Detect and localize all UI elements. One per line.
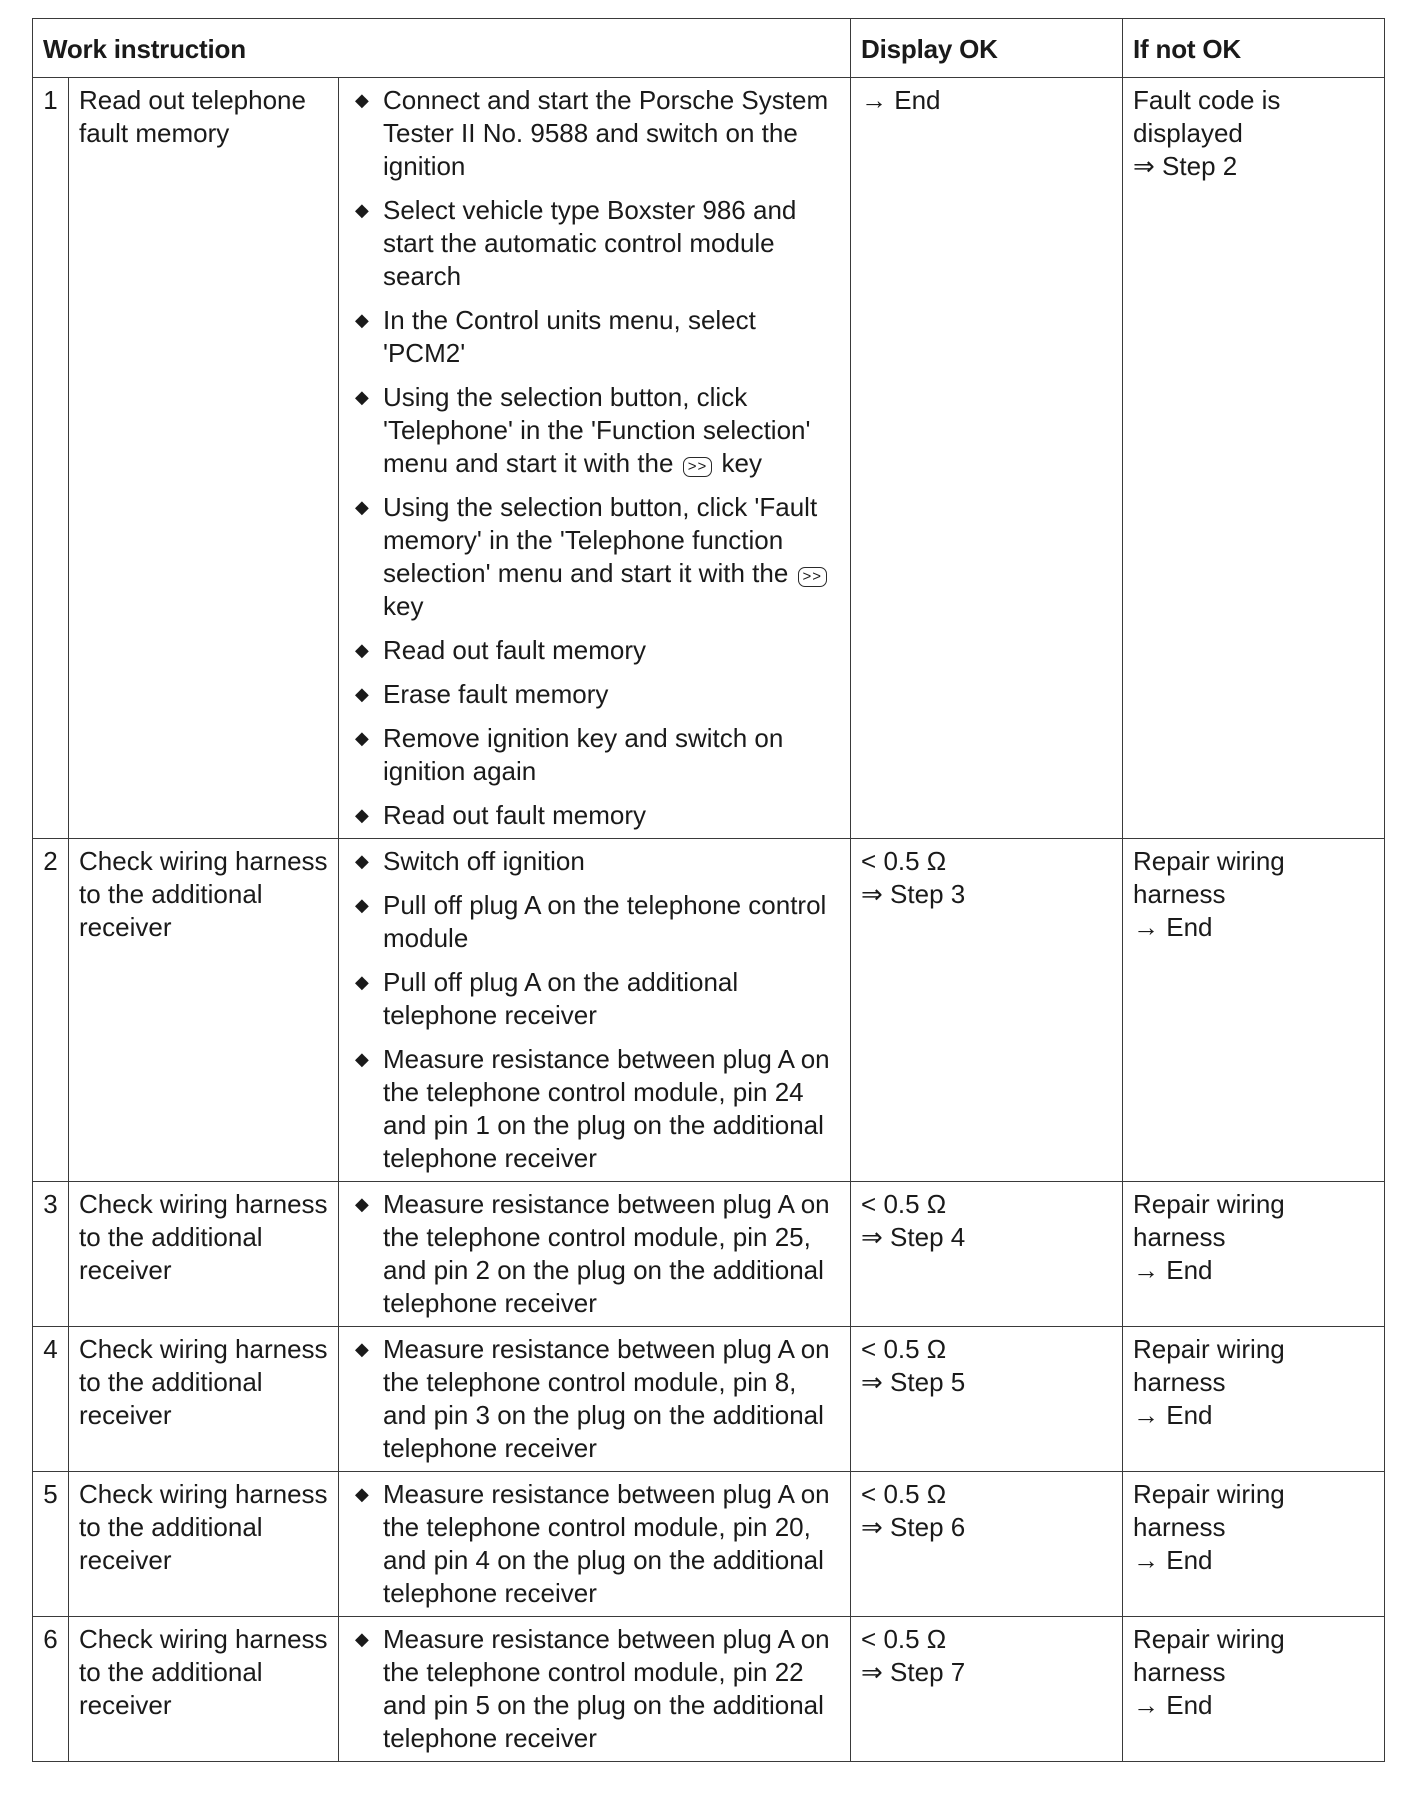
display-ok-text: < 0.5 Ω	[861, 1334, 947, 1364]
display-ok-text: → End	[861, 85, 941, 115]
instruction-text: Connect and start the Porsche System Tester II No. 9588 and switch on the ignition	[383, 85, 829, 181]
diamond-bullet-icon: ◆	[355, 805, 369, 825]
if-not-ok-text: Repair wiring harness	[1133, 1479, 1285, 1542]
list-item	[347, 678, 844, 711]
display-ok-text: ⇒ Step 6	[861, 1512, 966, 1542]
diamond-bullet-icon: ◆	[355, 310, 369, 330]
if-not-ok-text: → End	[1133, 1400, 1213, 1430]
list-item	[347, 1478, 844, 1610]
diamond-bullet-icon: ◆	[355, 972, 369, 992]
diamond-bullet-icon: ◆	[355, 200, 369, 220]
table-row	[33, 1327, 1385, 1472]
table-row	[33, 1617, 1385, 1762]
header-work-instruction: Work instruction	[33, 19, 851, 78]
diamond-bullet-icon: ◆	[355, 1194, 369, 1214]
instruction-text: Pull off plug A on the additional telephone receiver	[383, 967, 739, 1030]
list-item	[347, 1043, 844, 1175]
display-ok-cell	[851, 1472, 1123, 1617]
instruction-text: Measure resistance between plug A on the telephone control module, pin 22 and pin 5 on the plug on the additional telephone receiver	[383, 1624, 830, 1753]
instruction-text: Erase fault memory	[383, 679, 609, 709]
step-instructions	[339, 1327, 851, 1472]
list-item	[347, 1623, 844, 1755]
if-not-ok-text: ⇒ Step 2	[1133, 151, 1238, 181]
if-not-ok-cell	[1123, 1182, 1385, 1327]
instruction-text: Select vehicle type Boxster 986 and start the automatic control module search	[383, 195, 797, 291]
step-title: Read out telephone fault memory	[69, 78, 339, 839]
instruction-list	[347, 1623, 844, 1755]
if-not-ok-text: → End	[1133, 1545, 1213, 1575]
list-item	[347, 889, 844, 955]
step-title: Check wiring harness to the additional receiver	[69, 1182, 339, 1327]
diamond-bullet-icon: ◆	[355, 387, 369, 407]
if-not-ok-cell	[1123, 1327, 1385, 1472]
if-not-ok-text: Fault code is displayed	[1133, 85, 1281, 148]
diamond-bullet-icon: ◆	[355, 640, 369, 660]
instruction-text: Measure resistance between plug A on the telephone control module, pin 20, and pin 4 on the plug on the additional telephone receiver	[383, 1479, 830, 1608]
list-item	[347, 491, 844, 623]
step-number: 3	[33, 1182, 69, 1327]
display-ok-cell	[851, 839, 1123, 1182]
instruction-text: Pull off plug A on the telephone control module	[383, 890, 827, 953]
step-instructions	[339, 839, 851, 1182]
display-ok-cell	[851, 1327, 1123, 1472]
forward-key-icon: >>	[683, 457, 713, 477]
list-item	[347, 799, 844, 832]
instruction-text: Measure resistance between plug A on the telephone control module, pin 24 and pin 1 on the plug on the additional telephone receiver	[383, 1044, 830, 1173]
instruction-text: Remove ignition key and switch on ignition again	[383, 723, 784, 786]
step-title: Check wiring harness to the additional receiver	[69, 1327, 339, 1472]
instruction-text-after-key: key	[383, 591, 424, 621]
instruction-text: Measure resistance between plug A on the telephone control module, pin 8, and pin 3 on the plug on the additional telephone receiver	[383, 1334, 830, 1463]
instruction-text: Switch off ignition	[383, 846, 585, 876]
list-item	[347, 1188, 844, 1320]
if-not-ok-text: Repair wiring harness	[1133, 1624, 1285, 1687]
diamond-bullet-icon: ◆	[355, 1049, 369, 1069]
display-ok-text: ⇒ Step 3	[861, 879, 966, 909]
table-row	[33, 1472, 1385, 1617]
if-not-ok-cell	[1123, 1617, 1385, 1762]
instruction-text: Read out fault memory	[383, 800, 647, 830]
step-number: 6	[33, 1617, 69, 1762]
step-title: Check wiring harness to the additional receiver	[69, 1472, 339, 1617]
step-number: 2	[33, 839, 69, 1182]
table-row	[33, 1182, 1385, 1327]
step-instructions	[339, 78, 851, 839]
display-ok-cell	[851, 1617, 1123, 1762]
diamond-bullet-icon: ◆	[355, 895, 369, 915]
if-not-ok-cell	[1123, 839, 1385, 1182]
diamond-bullet-icon: ◆	[355, 90, 369, 110]
display-ok-text: < 0.5 Ω	[861, 1479, 947, 1509]
step-number: 4	[33, 1327, 69, 1472]
list-item	[347, 1333, 844, 1465]
diamond-bullet-icon: ◆	[355, 497, 369, 517]
diamond-bullet-icon: ◆	[355, 684, 369, 704]
display-ok-text: < 0.5 Ω	[861, 1189, 947, 1219]
step-number: 1	[33, 78, 69, 839]
step-title: Check wiring harness to the additional receiver	[69, 1617, 339, 1762]
diamond-bullet-icon: ◆	[355, 728, 369, 748]
list-item	[347, 722, 844, 788]
header-if-not-ok: If not OK	[1123, 19, 1385, 78]
step-instructions	[339, 1472, 851, 1617]
if-not-ok-cell	[1123, 78, 1385, 839]
instruction-list	[347, 1333, 844, 1465]
display-ok-text: ⇒ Step 4	[861, 1222, 966, 1252]
diamond-bullet-icon: ◆	[355, 1629, 369, 1649]
list-item	[347, 845, 844, 878]
work-instruction-table	[32, 18, 1385, 1762]
if-not-ok-text: Repair wiring harness	[1133, 846, 1285, 909]
forward-key-icon: >>	[798, 567, 828, 587]
display-ok-text: ⇒ Step 5	[861, 1367, 966, 1397]
table-row	[33, 839, 1385, 1182]
step-title: Check wiring harness to the additional receiver	[69, 839, 339, 1182]
table-body	[33, 78, 1385, 1762]
list-item	[347, 381, 844, 480]
list-item	[347, 304, 844, 370]
diamond-bullet-icon: ◆	[355, 851, 369, 871]
list-item	[347, 84, 844, 183]
instruction-text: In the Control units menu, select 'PCM2'	[383, 305, 756, 368]
diamond-bullet-icon: ◆	[355, 1484, 369, 1504]
table-header-row	[33, 19, 1385, 78]
instruction-list	[347, 1478, 844, 1610]
if-not-ok-text: → End	[1133, 1690, 1213, 1720]
list-item	[347, 966, 844, 1032]
if-not-ok-cell	[1123, 1472, 1385, 1617]
list-item	[347, 194, 844, 293]
document-page	[32, 18, 1384, 1762]
display-ok-text: < 0.5 Ω	[861, 846, 947, 876]
if-not-ok-text: Repair wiring harness	[1133, 1189, 1285, 1252]
instruction-text: Measure resistance between plug A on the telephone control module, pin 25, and pin 2 on the plug on the additional telephone receiver	[383, 1189, 830, 1318]
instruction-text: Read out fault memory	[383, 635, 647, 665]
step-number: 5	[33, 1472, 69, 1617]
instruction-list	[347, 1188, 844, 1320]
instruction-text: Using the selection button, click 'Fault memory' in the 'Telephone function selection' menu and start it with the	[383, 492, 818, 588]
instruction-text-after-key: key	[721, 448, 762, 478]
display-ok-cell	[851, 78, 1123, 839]
diamond-bullet-icon: ◆	[355, 1339, 369, 1359]
instruction-list	[347, 84, 844, 832]
display-ok-text: < 0.5 Ω	[861, 1624, 947, 1654]
header-display-ok: Display OK	[851, 19, 1123, 78]
if-not-ok-text: → End	[1133, 912, 1213, 942]
if-not-ok-text: Repair wiring harness	[1133, 1334, 1285, 1397]
list-item	[347, 634, 844, 667]
if-not-ok-text: → End	[1133, 1255, 1213, 1285]
step-instructions	[339, 1617, 851, 1762]
display-ok-text: ⇒ Step 7	[861, 1657, 966, 1687]
table-row	[33, 78, 1385, 839]
instruction-list	[347, 845, 844, 1175]
instruction-text: Using the selection button, click 'Telephone' in the 'Function selection' menu and start it with the	[383, 382, 811, 478]
step-instructions	[339, 1182, 851, 1327]
display-ok-cell	[851, 1182, 1123, 1327]
